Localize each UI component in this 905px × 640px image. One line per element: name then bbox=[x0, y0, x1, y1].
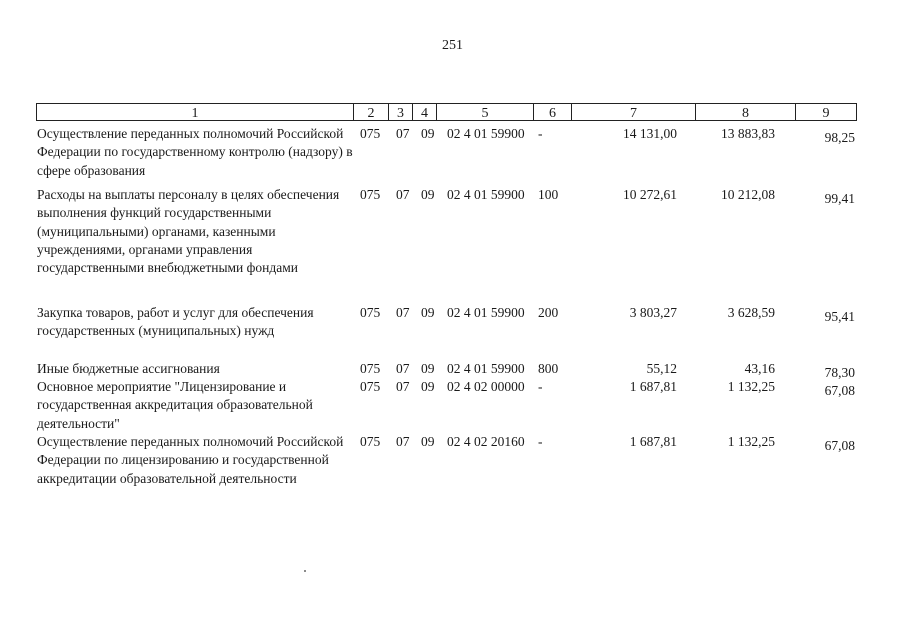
cell-subsection: 09 bbox=[421, 361, 435, 376]
cell-planned: 14 131,00 bbox=[623, 126, 677, 141]
cell-actual: 10 212,08 bbox=[721, 187, 775, 202]
cell-section: 07 bbox=[396, 305, 410, 320]
page-number: 251 bbox=[442, 38, 463, 53]
header-col-9: 9 bbox=[795, 103, 857, 121]
cell-expense-type: 800 bbox=[538, 361, 559, 376]
cell-expense-type: - bbox=[538, 434, 543, 449]
cell-gr-code: 075 bbox=[360, 126, 381, 141]
cell-subsection: 09 bbox=[421, 379, 435, 394]
table-header bbox=[36, 103, 857, 121]
cell-target-article: 02 4 01 59900 bbox=[447, 187, 525, 202]
cell-expense-type: 200 bbox=[538, 305, 559, 320]
cell-actual: 1 132,25 bbox=[727, 434, 775, 449]
cell-section: 07 bbox=[396, 126, 410, 141]
header-col-5: 5 bbox=[436, 103, 533, 121]
header-col-7: 7 bbox=[571, 103, 695, 121]
cell-gr-code: 075 bbox=[360, 434, 381, 449]
cell-target-article: 02 4 02 20160 bbox=[447, 434, 525, 449]
cell-planned: 55,12 bbox=[646, 361, 677, 376]
cell-expense-type: 100 bbox=[538, 187, 559, 202]
scan-speck bbox=[304, 570, 306, 572]
cell-gr-code: 075 bbox=[360, 187, 381, 202]
cell-section: 07 bbox=[396, 187, 410, 202]
cell-target-article: 02 4 01 59900 bbox=[447, 305, 525, 320]
header-col-8: 8 bbox=[695, 103, 795, 121]
cell-planned: 1 687,81 bbox=[629, 434, 677, 449]
cell-percent: 67,08 bbox=[824, 438, 855, 453]
cell-percent: 78,30 bbox=[824, 365, 855, 380]
cell-planned: 1 687,81 bbox=[629, 379, 677, 394]
header-col-4: 4 bbox=[412, 103, 436, 121]
cell-subsection: 09 bbox=[421, 126, 435, 141]
cell-planned: 10 272,61 bbox=[623, 187, 677, 202]
cell-section: 07 bbox=[396, 379, 410, 394]
cell-actual: 43,16 bbox=[744, 361, 775, 376]
cell-percent: 95,41 bbox=[824, 309, 855, 324]
row-name: Основное мероприятие "Лицензирование и государственная аккредитация образовательной деятельности" bbox=[37, 379, 313, 431]
cell-subsection: 09 bbox=[421, 305, 435, 320]
header-col-6: 6 bbox=[533, 103, 571, 121]
header-col-1: 1 bbox=[36, 103, 353, 121]
cell-section: 07 bbox=[396, 434, 410, 449]
cell-subsection: 09 bbox=[421, 434, 435, 449]
row-name: Расходы на выплаты персоналу в целях обеспечения выполнения функций государственными (муниципальными) органами, казенными учреждениями, органами управления государственными внебюджетными фондами bbox=[37, 187, 340, 276]
cell-gr-code: 075 bbox=[360, 361, 381, 376]
cell-expense-type: - bbox=[538, 379, 543, 394]
row-name: Иные бюджетные ассигнования bbox=[37, 361, 220, 376]
cell-subsection: 09 bbox=[421, 187, 435, 202]
cell-target-article: 02 4 02 00000 bbox=[447, 379, 525, 394]
cell-gr-code: 075 bbox=[360, 379, 381, 394]
cell-actual: 3 628,59 bbox=[727, 305, 775, 320]
row-name: Осуществление переданных полномочий Российской Федерации по государственному контролю (надзору) в сфере образования bbox=[37, 126, 353, 178]
cell-target-article: 02 4 01 59900 bbox=[447, 361, 525, 376]
cell-percent: 99,41 bbox=[824, 191, 855, 206]
header-col-3: 3 bbox=[388, 103, 412, 121]
cell-gr-code: 075 bbox=[360, 305, 381, 320]
row-name: Закупка товаров, работ и услуг для обеспечения государственных (муниципальных) нужд bbox=[37, 305, 314, 339]
cell-percent: 98,25 bbox=[824, 130, 855, 145]
cell-section: 07 bbox=[396, 361, 410, 376]
header-col-2: 2 bbox=[353, 103, 388, 121]
cell-actual: 13 883,83 bbox=[721, 126, 775, 141]
cell-expense-type: - bbox=[538, 126, 543, 141]
row-name: Осуществление переданных полномочий Российской Федерации по лицензированию и государственной аккредитации образовательной деятельности bbox=[37, 434, 344, 486]
cell-target-article: 02 4 01 59900 bbox=[447, 126, 525, 141]
cell-percent: 67,08 bbox=[824, 383, 855, 398]
cell-planned: 3 803,27 bbox=[629, 305, 677, 320]
cell-actual: 1 132,25 bbox=[727, 379, 775, 394]
